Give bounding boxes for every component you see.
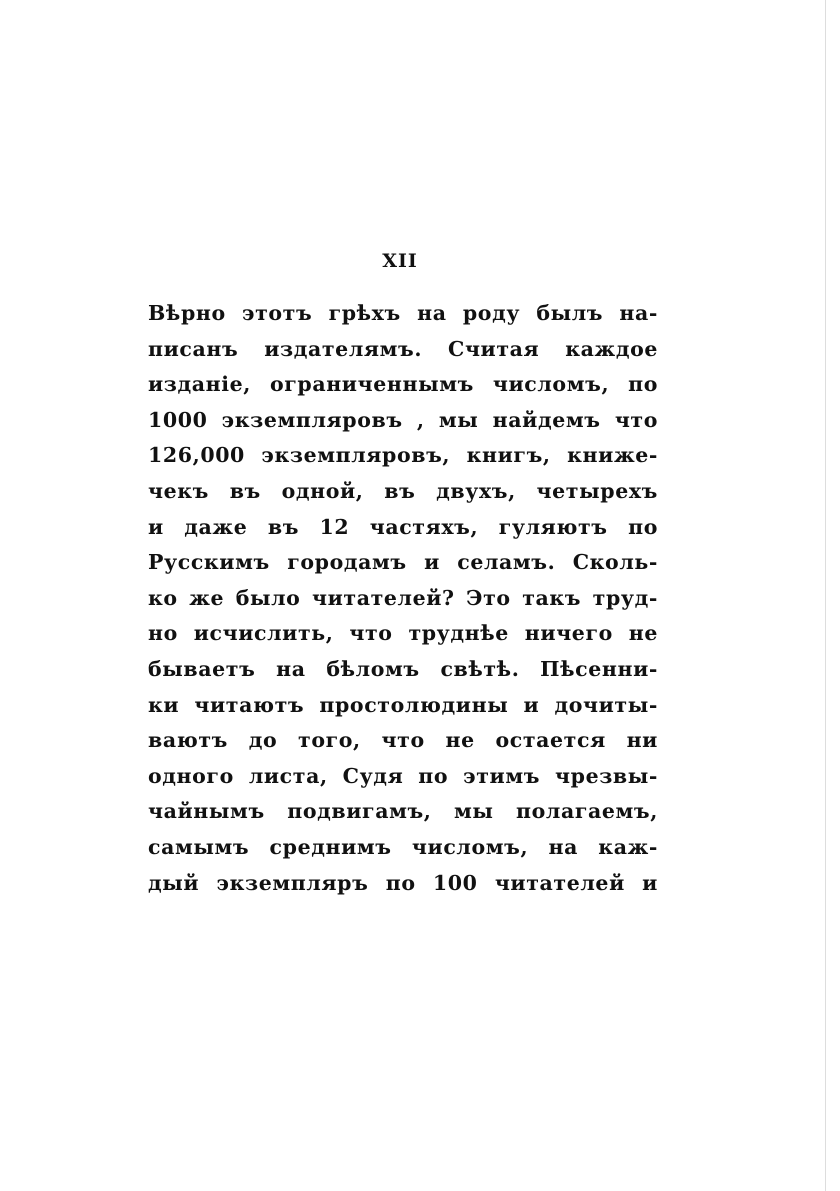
text-line: ваютъ до того, что не остается ни [148,728,658,753]
text-line: дый экземпляръ по 100 читателей и [148,870,658,895]
page-edge-line [825,0,826,1191]
text-line: и даже въ 12 частяхъ, гуляютъ по [148,514,658,539]
body-text [148,296,658,901]
text-line: но исчислить, что труднѣе ничего не [148,621,658,646]
text-line: чекъ въ одной, въ двухъ, четырехъ [148,478,658,503]
text-line: изданіе, ограниченнымъ числомъ, по [148,372,658,397]
page-number: XII [382,250,418,272]
text-line: бываетъ на бѣломъ свѣтѣ. Пѣсенни- [148,656,658,681]
text-line: Вѣрно этотъ грѣхъ на роду былъ на- [148,301,658,325]
text-line: 126,000 экземпляровъ, книгъ, книже- [148,443,658,468]
text-line: писанъ издателямъ. Считая каждое [148,336,658,361]
text-line: 1000 экземпляровъ , мы найдемъ что [148,407,658,432]
text-line: ко же было читателей? Это такъ труд- [148,585,658,610]
text-line: одного листа, Судя по этимъ чрезвы- [148,763,658,788]
text-line: самымъ среднимъ числомъ, на каж- [148,834,658,859]
text-line: чайнымъ подвигамъ, мы полагаемъ, [148,799,658,824]
text-line: ки читаютъ простолюдины и дочиты- [148,692,658,717]
text-line: Русскимъ городамъ и селамъ. Сколь- [148,550,658,575]
